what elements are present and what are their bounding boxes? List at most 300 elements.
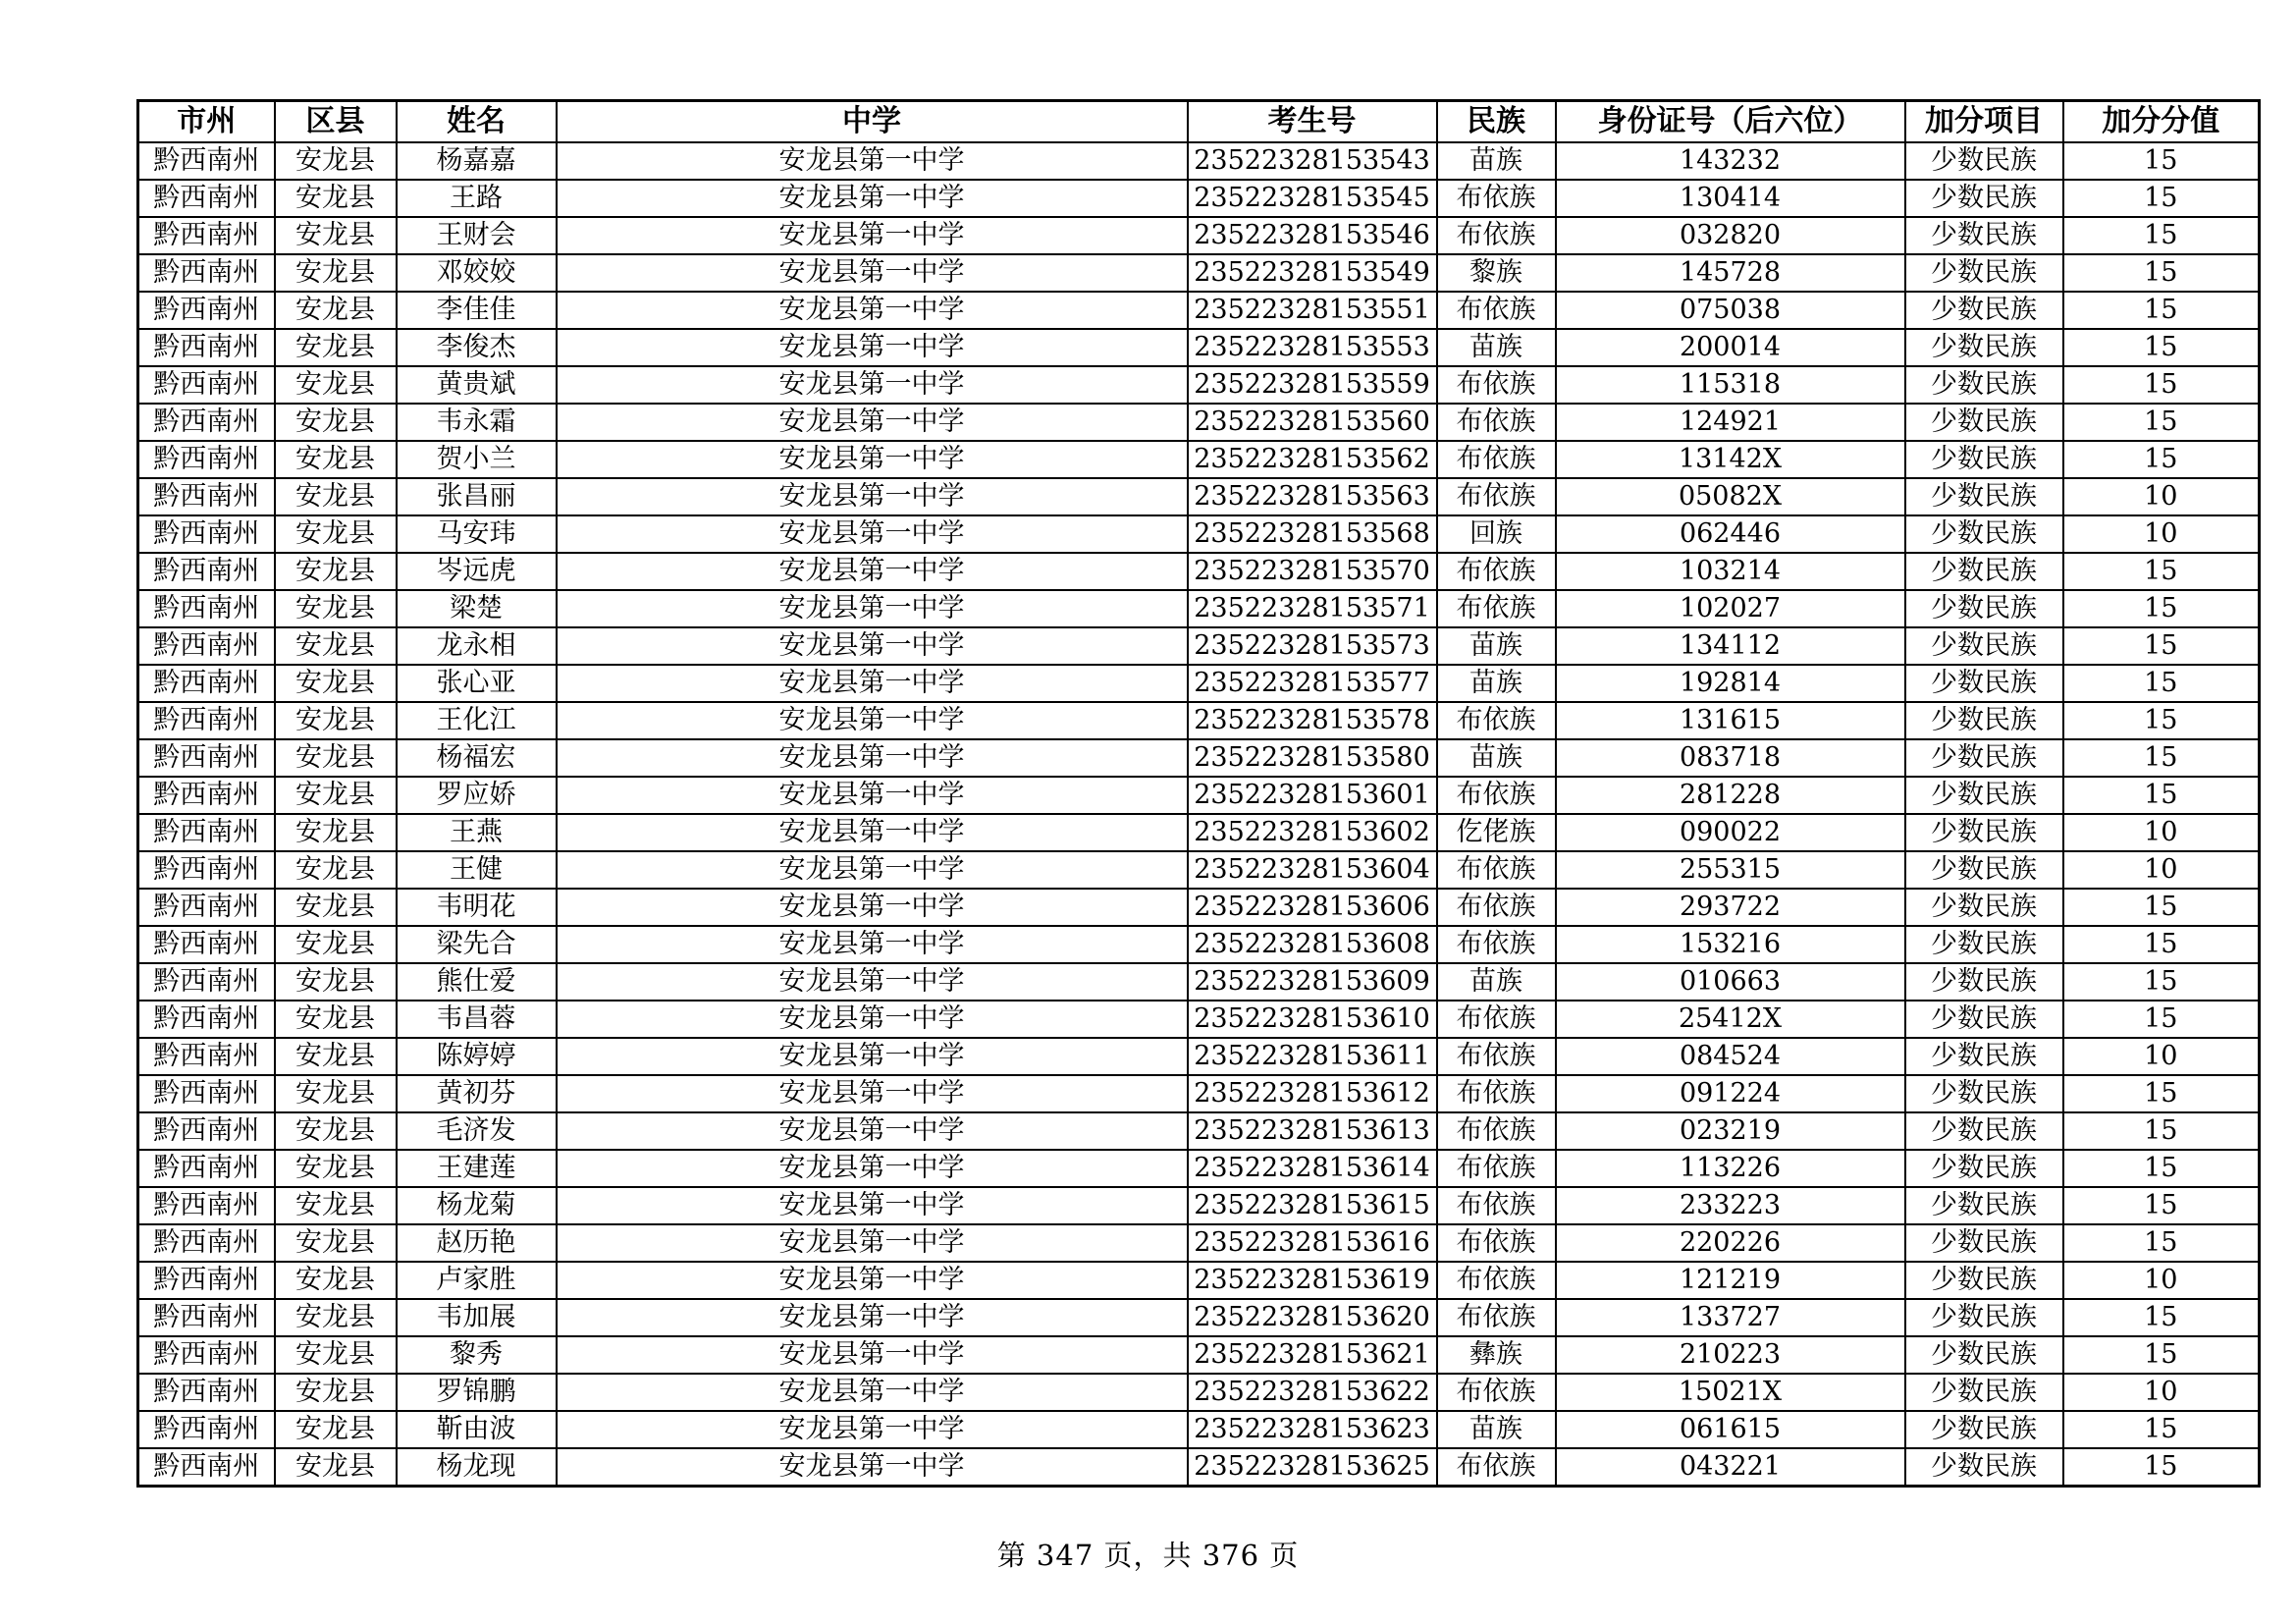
name-cell: 邓姣姣 (397, 254, 557, 292)
table-row (138, 1187, 2260, 1224)
bonus-item-cell: 少数民族 (1905, 1336, 2063, 1374)
column-header-name: 姓名 (397, 101, 557, 143)
column-header-bonus-item: 加分项目 (1905, 101, 2063, 143)
bonus-item-cell: 少数民族 (1905, 1075, 2063, 1112)
id-suffix-cell: 143232 (1556, 142, 1905, 180)
city-cell: 黔西南州 (138, 1150, 275, 1187)
table-row (138, 702, 2260, 739)
school-cell: 安龙县第一中学 (557, 1411, 1188, 1448)
school-cell: 安龙县第一中学 (557, 739, 1188, 777)
ethnicity-cell: 布依族 (1437, 590, 1556, 627)
county-cell: 安龙县 (275, 441, 397, 478)
bonus-value-cell: 15 (2063, 627, 2260, 665)
bonus-value-cell: 15 (2063, 254, 2260, 292)
ethnicity-cell: 布依族 (1437, 1112, 1556, 1150)
name-cell: 韦永霜 (397, 404, 557, 441)
name-cell: 王化江 (397, 702, 557, 739)
ethnicity-cell: 布依族 (1437, 702, 1556, 739)
table-body (138, 142, 2260, 1487)
county-cell: 安龙县 (275, 515, 397, 553)
county-cell: 安龙县 (275, 1112, 397, 1150)
county-cell: 安龙县 (275, 1224, 397, 1262)
city-cell: 黔西南州 (138, 217, 275, 254)
id-suffix-cell: 255315 (1556, 851, 1905, 889)
city-cell: 黔西南州 (138, 553, 275, 590)
ethnicity-cell: 布依族 (1437, 1299, 1556, 1336)
bonus-value-cell: 15 (2063, 1187, 2260, 1224)
county-cell: 安龙县 (275, 1411, 397, 1448)
bonus-item-cell: 少数民族 (1905, 1448, 2063, 1487)
city-cell: 黔西南州 (138, 180, 275, 217)
table-row (138, 926, 2260, 963)
ethnicity-cell: 布依族 (1437, 366, 1556, 404)
name-cell: 岑远虎 (397, 553, 557, 590)
city-cell: 黔西南州 (138, 814, 275, 851)
city-cell: 黔西南州 (138, 1448, 275, 1487)
school-cell: 安龙县第一中学 (557, 441, 1188, 478)
name-cell: 梁楚 (397, 590, 557, 627)
bonus-item-cell: 少数民族 (1905, 1299, 2063, 1336)
school-cell: 安龙县第一中学 (557, 1075, 1188, 1112)
name-cell: 韦昌蓉 (397, 1001, 557, 1038)
school-cell: 安龙县第一中学 (557, 142, 1188, 180)
school-cell: 安龙县第一中学 (557, 1299, 1188, 1336)
table-row (138, 180, 2260, 217)
column-header-county: 区县 (275, 101, 397, 143)
school-cell: 安龙县第一中学 (557, 329, 1188, 366)
bonus-value-cell: 15 (2063, 441, 2260, 478)
exam-id-cell: 23522328153562 (1188, 441, 1437, 478)
bonus-item-cell: 少数民族 (1905, 478, 2063, 515)
ethnicity-cell: 布依族 (1437, 1224, 1556, 1262)
exam-id-cell: 23522328153609 (1188, 963, 1437, 1001)
exam-id-cell: 23522328153612 (1188, 1075, 1437, 1112)
id-suffix-cell: 124921 (1556, 404, 1905, 441)
exam-id-cell: 23522328153563 (1188, 478, 1437, 515)
county-cell: 安龙县 (275, 142, 397, 180)
ethnicity-cell: 苗族 (1437, 329, 1556, 366)
table-row (138, 142, 2260, 180)
county-cell: 安龙县 (275, 1187, 397, 1224)
ethnicity-cell: 回族 (1437, 515, 1556, 553)
bonus-item-cell: 少数民族 (1905, 142, 2063, 180)
bonus-value-cell: 10 (2063, 1038, 2260, 1075)
city-cell: 黔西南州 (138, 515, 275, 553)
bonus-value-cell: 10 (2063, 1374, 2260, 1411)
bonus-value-cell: 15 (2063, 1299, 2260, 1336)
bonus-item-cell: 少数民族 (1905, 1038, 2063, 1075)
school-cell: 安龙县第一中学 (557, 889, 1188, 926)
county-cell: 安龙县 (275, 963, 397, 1001)
school-cell: 安龙县第一中学 (557, 1224, 1188, 1262)
school-cell: 安龙县第一中学 (557, 702, 1188, 739)
name-cell: 王财会 (397, 217, 557, 254)
county-cell: 安龙县 (275, 1075, 397, 1112)
id-suffix-cell: 032820 (1556, 217, 1905, 254)
bonus-value-cell: 15 (2063, 1411, 2260, 1448)
name-cell: 梁先合 (397, 926, 557, 963)
exam-id-cell: 23522328153601 (1188, 777, 1437, 814)
bonus-item-cell: 少数民族 (1905, 590, 2063, 627)
city-cell: 黔西南州 (138, 1075, 275, 1112)
bonus-value-cell: 15 (2063, 366, 2260, 404)
bonus-item-cell: 少数民族 (1905, 702, 2063, 739)
school-cell: 安龙县第一中学 (557, 777, 1188, 814)
id-suffix-cell: 043221 (1556, 1448, 1905, 1487)
exam-id-cell: 23522328153614 (1188, 1150, 1437, 1187)
bonus-item-cell: 少数民族 (1905, 665, 2063, 702)
county-cell: 安龙县 (275, 926, 397, 963)
bonus-item-cell: 少数民族 (1905, 1224, 2063, 1262)
id-suffix-cell: 233223 (1556, 1187, 1905, 1224)
exam-id-cell: 23522328153546 (1188, 217, 1437, 254)
table-row (138, 814, 2260, 851)
county-cell: 安龙县 (275, 180, 397, 217)
id-suffix-cell: 05082X (1556, 478, 1905, 515)
bonus-item-cell: 少数民族 (1905, 217, 2063, 254)
name-cell: 张心亚 (397, 665, 557, 702)
ethnicity-cell: 布依族 (1437, 478, 1556, 515)
county-cell: 安龙县 (275, 814, 397, 851)
city-cell: 黔西南州 (138, 702, 275, 739)
ethnicity-cell: 仡佬族 (1437, 814, 1556, 851)
table-row (138, 1150, 2260, 1187)
id-suffix-cell: 023219 (1556, 1112, 1905, 1150)
bonus-item-cell: 少数民族 (1905, 404, 2063, 441)
county-cell: 安龙县 (275, 404, 397, 441)
table-row (138, 404, 2260, 441)
bonus-value-cell: 15 (2063, 590, 2260, 627)
id-suffix-cell: 210223 (1556, 1336, 1905, 1374)
bonus-item-cell: 少数民族 (1905, 515, 2063, 553)
exam-id-cell: 23522328153623 (1188, 1411, 1437, 1448)
school-cell: 安龙县第一中学 (557, 1336, 1188, 1374)
county-cell: 安龙县 (275, 739, 397, 777)
school-cell: 安龙县第一中学 (557, 814, 1188, 851)
bonus-value-cell: 15 (2063, 1150, 2260, 1187)
city-cell: 黔西南州 (138, 739, 275, 777)
bonus-value-cell: 10 (2063, 478, 2260, 515)
bonus-item-cell: 少数民族 (1905, 1262, 2063, 1299)
ethnicity-cell: 苗族 (1437, 739, 1556, 777)
school-cell: 安龙县第一中学 (557, 926, 1188, 963)
bonus-value-cell: 15 (2063, 180, 2260, 217)
column-header-school: 中学 (557, 101, 1188, 143)
bonus-item-cell: 少数民族 (1905, 963, 2063, 1001)
column-header-id-suffix: 身份证号（后六位） (1556, 101, 1905, 143)
table-row (138, 217, 2260, 254)
id-suffix-cell: 102027 (1556, 590, 1905, 627)
id-suffix-cell: 010663 (1556, 963, 1905, 1001)
id-suffix-cell: 084524 (1556, 1038, 1905, 1075)
bonus-value-cell: 15 (2063, 1112, 2260, 1150)
school-cell: 安龙县第一中学 (557, 478, 1188, 515)
table-row (138, 590, 2260, 627)
city-cell: 黔西南州 (138, 1262, 275, 1299)
exam-id-cell: 23522328153619 (1188, 1262, 1437, 1299)
bonus-item-cell: 少数民族 (1905, 627, 2063, 665)
ethnicity-cell: 黎族 (1437, 254, 1556, 292)
bonus-item-cell: 少数民族 (1905, 1187, 2063, 1224)
county-cell: 安龙县 (275, 665, 397, 702)
table-row (138, 1075, 2260, 1112)
ethnicity-cell: 布依族 (1437, 851, 1556, 889)
table-row (138, 1411, 2260, 1448)
ethnicity-cell: 布依族 (1437, 1448, 1556, 1487)
ethnicity-cell: 苗族 (1437, 142, 1556, 180)
exam-id-cell: 23522328153613 (1188, 1112, 1437, 1150)
county-cell: 安龙县 (275, 1374, 397, 1411)
bonus-value-cell: 15 (2063, 1075, 2260, 1112)
city-cell: 黔西南州 (138, 1336, 275, 1374)
city-cell: 黔西南州 (138, 1112, 275, 1150)
city-cell: 黔西南州 (138, 1299, 275, 1336)
table-row (138, 515, 2260, 553)
bonus-value-cell: 15 (2063, 217, 2260, 254)
city-cell: 黔西南州 (138, 1374, 275, 1411)
bonus-item-cell: 少数民族 (1905, 777, 2063, 814)
name-cell: 王健 (397, 851, 557, 889)
exam-id-cell: 23522328153625 (1188, 1448, 1437, 1487)
ethnicity-cell: 布依族 (1437, 1374, 1556, 1411)
school-cell: 安龙县第一中学 (557, 1150, 1188, 1187)
bonus-value-cell: 10 (2063, 851, 2260, 889)
school-cell: 安龙县第一中学 (557, 366, 1188, 404)
bonus-value-cell: 15 (2063, 292, 2260, 329)
name-cell: 龙永相 (397, 627, 557, 665)
school-cell: 安龙县第一中学 (557, 851, 1188, 889)
exam-id-cell: 23522328153568 (1188, 515, 1437, 553)
school-cell: 安龙县第一中学 (557, 627, 1188, 665)
bonus-item-cell: 少数民族 (1905, 1411, 2063, 1448)
name-cell: 黄初芬 (397, 1075, 557, 1112)
name-cell: 张昌丽 (397, 478, 557, 515)
bonus-value-cell: 15 (2063, 926, 2260, 963)
bonus-value-cell: 15 (2063, 1336, 2260, 1374)
id-suffix-cell: 061615 (1556, 1411, 1905, 1448)
exam-id-cell: 23522328153615 (1188, 1187, 1437, 1224)
name-cell: 毛济发 (397, 1112, 557, 1150)
school-cell: 安龙县第一中学 (557, 254, 1188, 292)
table-row (138, 1112, 2260, 1150)
table-header (138, 101, 2260, 143)
id-suffix-cell: 153216 (1556, 926, 1905, 963)
city-cell: 黔西南州 (138, 329, 275, 366)
bonus-value-cell: 10 (2063, 814, 2260, 851)
bonus-value-cell: 15 (2063, 702, 2260, 739)
header-row (138, 101, 2260, 143)
name-cell: 杨龙菊 (397, 1187, 557, 1224)
school-cell: 安龙县第一中学 (557, 515, 1188, 553)
table-row (138, 553, 2260, 590)
school-cell: 安龙县第一中学 (557, 1112, 1188, 1150)
id-suffix-cell: 130414 (1556, 180, 1905, 217)
id-suffix-cell: 062446 (1556, 515, 1905, 553)
city-cell: 黔西南州 (138, 366, 275, 404)
id-suffix-cell: 13142X (1556, 441, 1905, 478)
table-row (138, 478, 2260, 515)
ethnicity-cell: 布依族 (1437, 292, 1556, 329)
exam-id-cell: 23522328153604 (1188, 851, 1437, 889)
school-cell: 安龙县第一中学 (557, 553, 1188, 590)
table-row (138, 366, 2260, 404)
ethnicity-cell: 布依族 (1437, 1075, 1556, 1112)
exam-id-cell: 23522328153611 (1188, 1038, 1437, 1075)
column-header-ethnicity: 民族 (1437, 101, 1556, 143)
ethnicity-cell: 布依族 (1437, 889, 1556, 926)
bonus-item-cell: 少数民族 (1905, 254, 2063, 292)
name-cell: 熊仕爱 (397, 963, 557, 1001)
bonus-item-cell: 少数民族 (1905, 851, 2063, 889)
id-suffix-cell: 200014 (1556, 329, 1905, 366)
table-row (138, 627, 2260, 665)
id-suffix-cell: 113226 (1556, 1150, 1905, 1187)
city-cell: 黔西南州 (138, 926, 275, 963)
name-cell: 罗应娇 (397, 777, 557, 814)
ethnicity-cell: 布依族 (1437, 1262, 1556, 1299)
table-row (138, 254, 2260, 292)
column-header-exam-id: 考生号 (1188, 101, 1437, 143)
name-cell: 王建莲 (397, 1150, 557, 1187)
ethnicity-cell: 布依族 (1437, 217, 1556, 254)
exam-id-cell: 23522328153553 (1188, 329, 1437, 366)
id-suffix-cell: 121219 (1556, 1262, 1905, 1299)
bonus-value-cell: 15 (2063, 142, 2260, 180)
city-cell: 黔西南州 (138, 1001, 275, 1038)
bonus-value-cell: 15 (2063, 963, 2260, 1001)
exam-id-cell: 23522328153622 (1188, 1374, 1437, 1411)
bonus-value-cell: 15 (2063, 404, 2260, 441)
exam-id-cell: 23522328153545 (1188, 180, 1437, 217)
table-row (138, 889, 2260, 926)
table-row (138, 1224, 2260, 1262)
city-cell: 黔西南州 (138, 404, 275, 441)
id-suffix-cell: 145728 (1556, 254, 1905, 292)
exam-id-cell: 23522328153570 (1188, 553, 1437, 590)
city-cell: 黔西南州 (138, 777, 275, 814)
county-cell: 安龙县 (275, 254, 397, 292)
id-suffix-cell: 075038 (1556, 292, 1905, 329)
city-cell: 黔西南州 (138, 963, 275, 1001)
exam-id-cell: 23522328153543 (1188, 142, 1437, 180)
bonus-item-cell: 少数民族 (1905, 1112, 2063, 1150)
bonus-value-cell: 15 (2063, 777, 2260, 814)
bonus-item-cell: 少数民族 (1905, 926, 2063, 963)
column-header-city: 市州 (138, 101, 275, 143)
ethnicity-cell: 布依族 (1437, 180, 1556, 217)
exam-id-cell: 23522328153573 (1188, 627, 1437, 665)
table-row (138, 1262, 2260, 1299)
id-suffix-cell: 103214 (1556, 553, 1905, 590)
name-cell: 卢家胜 (397, 1262, 557, 1299)
exam-id-cell: 23522328153616 (1188, 1224, 1437, 1262)
city-cell: 黔西南州 (138, 478, 275, 515)
bonus-item-cell: 少数民族 (1905, 441, 2063, 478)
id-suffix-cell: 131615 (1556, 702, 1905, 739)
bonus-item-cell: 少数民族 (1905, 739, 2063, 777)
bonus-value-cell: 15 (2063, 1001, 2260, 1038)
county-cell: 安龙县 (275, 478, 397, 515)
table-row (138, 777, 2260, 814)
exam-id-cell: 23522328153559 (1188, 366, 1437, 404)
bonus-item-cell: 少数民族 (1905, 1374, 2063, 1411)
bonus-item-cell: 少数民族 (1905, 889, 2063, 926)
id-suffix-cell: 134112 (1556, 627, 1905, 665)
county-cell: 安龙县 (275, 553, 397, 590)
county-cell: 安龙县 (275, 702, 397, 739)
city-cell: 黔西南州 (138, 1187, 275, 1224)
bonus-value-cell: 15 (2063, 739, 2260, 777)
ethnicity-cell: 布依族 (1437, 1150, 1556, 1187)
id-suffix-cell: 220226 (1556, 1224, 1905, 1262)
name-cell: 杨嘉嘉 (397, 142, 557, 180)
id-suffix-cell: 293722 (1556, 889, 1905, 926)
city-cell: 黔西南州 (138, 1038, 275, 1075)
school-cell: 安龙县第一中学 (557, 963, 1188, 1001)
ethnicity-cell: 苗族 (1437, 627, 1556, 665)
ethnicity-cell: 苗族 (1437, 1411, 1556, 1448)
city-cell: 黔西南州 (138, 142, 275, 180)
exam-id-cell: 23522328153606 (1188, 889, 1437, 926)
ethnicity-cell: 布依族 (1437, 777, 1556, 814)
ethnicity-cell: 布依族 (1437, 441, 1556, 478)
school-cell: 安龙县第一中学 (557, 180, 1188, 217)
bonus-value-cell: 10 (2063, 515, 2260, 553)
name-cell: 韦明花 (397, 889, 557, 926)
bonus-value-cell: 15 (2063, 1224, 2260, 1262)
bonus-value-cell: 15 (2063, 553, 2260, 590)
table-row (138, 1299, 2260, 1336)
id-suffix-cell: 192814 (1556, 665, 1905, 702)
bonus-item-cell: 少数民族 (1905, 366, 2063, 404)
county-cell: 安龙县 (275, 1336, 397, 1374)
school-cell: 安龙县第一中学 (557, 1262, 1188, 1299)
city-cell: 黔西南州 (138, 665, 275, 702)
table-row (138, 739, 2260, 777)
table-row (138, 665, 2260, 702)
id-suffix-cell: 281228 (1556, 777, 1905, 814)
school-cell: 安龙县第一中学 (557, 665, 1188, 702)
bonus-item-cell: 少数民族 (1905, 1001, 2063, 1038)
bonus-value-cell: 15 (2063, 665, 2260, 702)
name-cell: 陈婷婷 (397, 1038, 557, 1075)
table-row (138, 851, 2260, 889)
county-cell: 安龙县 (275, 292, 397, 329)
table-row (138, 1336, 2260, 1374)
school-cell: 安龙县第一中学 (557, 590, 1188, 627)
exam-id-cell: 23522328153580 (1188, 739, 1437, 777)
id-suffix-cell: 15021X (1556, 1374, 1905, 1411)
name-cell: 贺小兰 (397, 441, 557, 478)
bonus-item-cell: 少数民族 (1905, 553, 2063, 590)
ethnicity-cell: 布依族 (1437, 404, 1556, 441)
city-cell: 黔西南州 (138, 1411, 275, 1448)
name-cell: 杨福宏 (397, 739, 557, 777)
county-cell: 安龙县 (275, 1001, 397, 1038)
school-cell: 安龙县第一中学 (557, 217, 1188, 254)
school-cell: 安龙县第一中学 (557, 404, 1188, 441)
name-cell: 黎秀 (397, 1336, 557, 1374)
bonus-item-cell: 少数民族 (1905, 292, 2063, 329)
exam-id-cell: 23522328153549 (1188, 254, 1437, 292)
county-cell: 安龙县 (275, 1038, 397, 1075)
ethnicity-cell: 布依族 (1437, 1001, 1556, 1038)
table-row (138, 1448, 2260, 1487)
school-cell: 安龙县第一中学 (557, 1001, 1188, 1038)
county-cell: 安龙县 (275, 1262, 397, 1299)
county-cell: 安龙县 (275, 366, 397, 404)
school-cell: 安龙县第一中学 (557, 1038, 1188, 1075)
